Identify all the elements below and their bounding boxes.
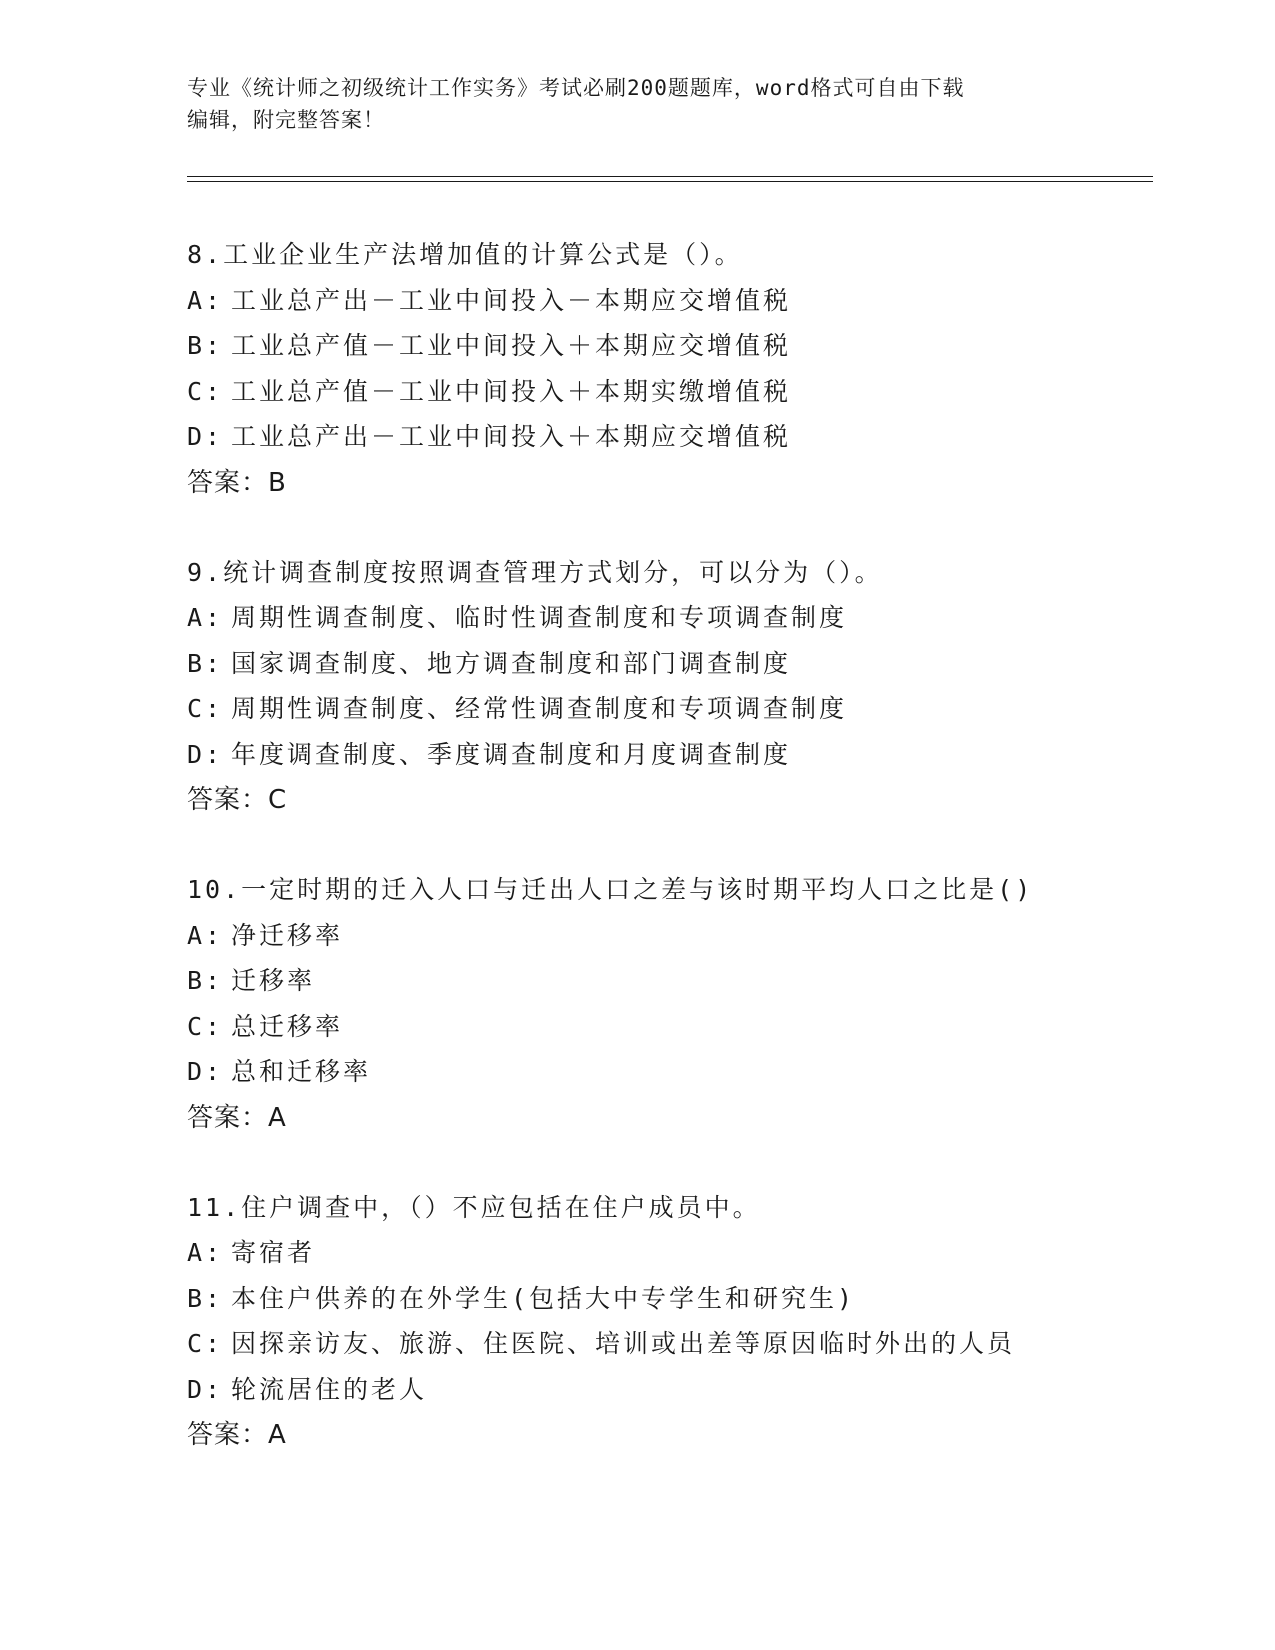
option-letter: C:: [187, 1329, 224, 1358]
option-d: [187, 1049, 1187, 1095]
option-text: 轮流居住的老人: [231, 1374, 428, 1404]
option-b: [187, 641, 1187, 687]
option-text: 总迁移率: [231, 1011, 344, 1041]
option-b: [187, 958, 1187, 1004]
option-text: 寄宿者: [231, 1238, 316, 1267]
option-letter: C:: [187, 694, 224, 723]
option-letter: D:: [187, 1057, 224, 1086]
option-letter: D:: [187, 422, 224, 451]
option-text: 工业总产值－工业中间投入＋本期应交增值税: [231, 331, 792, 360]
question-list: [187, 232, 1187, 1502]
option-d: [187, 414, 1187, 460]
option-c: [187, 686, 1187, 732]
option-text: 国家调查制度、地方调查制度和部门调查制度: [231, 648, 792, 678]
option-a: [187, 913, 1187, 959]
option-d: [187, 732, 1187, 778]
answer: 答案：A: [187, 1102, 287, 1133]
option-a: [187, 278, 1187, 324]
option-letter: A:: [187, 1238, 224, 1267]
option-letter: A:: [187, 285, 224, 315]
question-10: [187, 867, 1187, 1141]
option-text: 总和迁移率: [231, 1057, 372, 1086]
option-a: [187, 595, 1187, 641]
answer: 答案：A: [187, 1420, 287, 1450]
option-letter: A:: [187, 920, 224, 950]
answer: 答案：B: [187, 467, 287, 498]
option-b: [187, 323, 1187, 369]
option-text: 本住户供养的在外学生(包括大中专学生和研究生): [231, 1283, 856, 1313]
option-letter: D:: [187, 739, 224, 769]
question-stem: 10.一定时期的迁入人口与迁出人口之差与该时期平均人口之比是(): [187, 875, 1034, 904]
header-line-1: 专业《统计师之初级统计工作实务》考试必刷200题题库，word格式可自由下载: [187, 76, 965, 100]
question-stem: 8.工业企业生产法增加值的计算公式是（）。: [187, 240, 743, 269]
option-letter: B:: [187, 1283, 224, 1313]
option-text: 工业总产出－工业中间投入＋本期应交增值税: [231, 422, 792, 451]
option-letter: A:: [187, 603, 224, 632]
option-letter: C:: [187, 376, 224, 406]
question-8: [187, 232, 1187, 506]
option-text: 周期性调查制度、临时性调查制度和专项调查制度: [231, 603, 848, 632]
question-stem: 9.统计调查制度按照调查管理方式划分，可以分为（）。: [187, 557, 883, 587]
answer: 答案：C: [187, 785, 288, 815]
question-11: [187, 1185, 1187, 1459]
option-d: [187, 1367, 1187, 1413]
header-line-2: 编辑，附完整答案！: [187, 108, 385, 132]
option-letter: D:: [187, 1374, 224, 1404]
option-letter: C:: [187, 1011, 224, 1041]
question-stem: 11.住户调查中，（）不应包括在住户成员中。: [187, 1192, 761, 1222]
option-text: 因探亲访友、旅游、住医院、培训或出差等原因临时外出的人员: [231, 1329, 1016, 1358]
option-text: 周期性调查制度、经常性调查制度和专项调查制度: [231, 694, 848, 723]
option-text: 工业总产值－工业中间投入＋本期实缴增值税: [231, 376, 792, 406]
option-text: 工业总产出－工业中间投入－本期应交增值税: [231, 285, 792, 315]
option-a: [187, 1230, 1187, 1276]
option-c: [187, 1004, 1187, 1050]
option-c: [187, 369, 1187, 415]
option-text: 迁移率: [231, 966, 316, 995]
option-c: [187, 1321, 1187, 1367]
header-divider-top: [187, 176, 1153, 177]
option-b: [187, 1276, 1187, 1322]
option-letter: B:: [187, 331, 224, 360]
document-header: [187, 72, 1087, 136]
option-letter: B:: [187, 648, 224, 678]
question-9: [187, 550, 1187, 824]
header-divider-bottom: [187, 181, 1153, 182]
option-letter: B:: [187, 966, 224, 995]
option-text: 年度调查制度、季度调查制度和月度调查制度: [231, 739, 792, 769]
option-text: 净迁移率: [231, 920, 344, 950]
